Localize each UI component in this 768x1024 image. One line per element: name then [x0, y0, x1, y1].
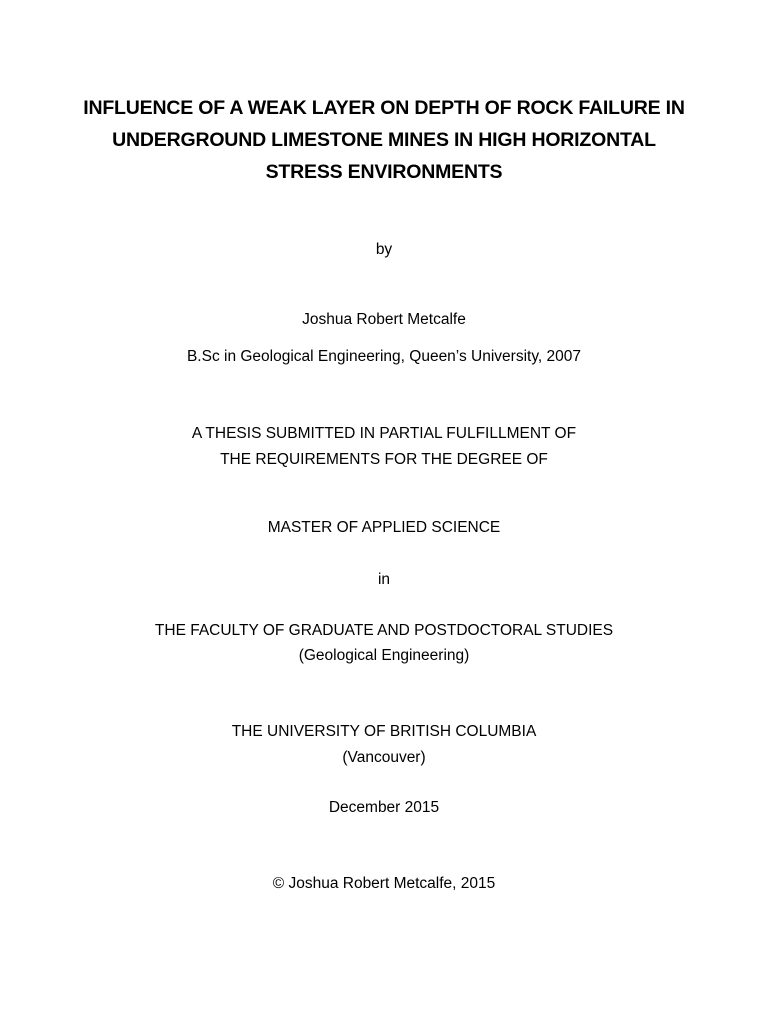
submission-statement-line-1: A THESIS SUBMITTED IN PARTIAL FULFILLMENT OF	[191, 425, 577, 442]
degree-name: MASTER OF APPLIED SCIENCE	[267, 519, 501, 536]
thesis-title-line-2: UNDERGROUND LIMESTONE MINES IN HIGH HORIZONTAL	[112, 129, 656, 151]
submission-date: December 2015	[328, 799, 440, 816]
program-name: (Geological Engineering)	[298, 647, 470, 664]
university-campus: (Vancouver)	[342, 749, 426, 766]
copyright-notice: © Joshua Robert Metcalfe, 2015	[272, 875, 496, 892]
in-label: in	[377, 571, 391, 588]
author-name: Joshua Robert Metcalfe	[302, 311, 466, 328]
by-label: by	[375, 241, 393, 258]
thesis-title-line-1: INFLUENCE OF A WEAK LAYER ON DEPTH OF ROCK FAILURE IN	[83, 97, 685, 119]
thesis-title-line-3: STRESS ENVIRONMENTS	[265, 161, 503, 183]
prior-degree: B.Sc in Geological Engineering, Queen’s University, 2007	[186, 348, 582, 365]
submission-statement-line-2: THE REQUIREMENTS FOR THE DEGREE OF	[220, 451, 548, 468]
faculty-name: THE FACULTY OF GRADUATE AND POSTDOCTORAL STUDIES	[154, 622, 614, 639]
university-name: THE UNIVERSITY OF BRITISH COLUMBIA	[231, 723, 537, 740]
